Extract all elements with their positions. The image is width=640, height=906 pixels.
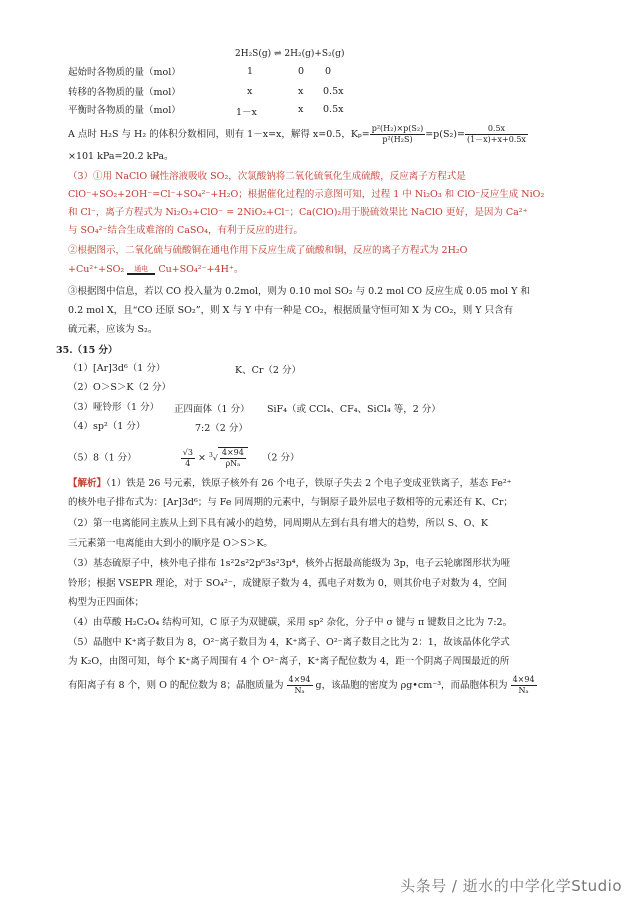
cell-h2s: 1 — [247, 66, 254, 77]
answer-1: （1）[Ar]3d⁶（1 分） — [68, 363, 166, 374]
answer-1b: K、Cr（2 分） — [235, 365, 301, 376]
part3-line-1: （3）①用 NaClO 碱性溶液吸收 SO₂，次氯酸钠将二氧化硫氧化生成硫酸，反应离子方程式是 — [68, 171, 466, 182]
equation-left: +Cu²⁺+SO₂ — [68, 264, 125, 275]
cell-s2: 0.5x — [323, 86, 344, 97]
part3-line-9: 硫元素，应该为 S₂。 — [68, 324, 158, 335]
analysis-line-3: （2）第一电离能同主族从上到下具有减小的趋势，同周期从左到右具有增大的趋势，所以 S、O、K — [68, 518, 488, 529]
answer-3b: 正四面体（1 分） — [174, 404, 250, 415]
times-sign: × — [197, 452, 206, 464]
answer-3c: SiF₄（或 CCl₄、CF₄、SiCl₄ 等，2 分） — [267, 404, 441, 415]
kp-fraction-1 — [370, 124, 426, 145]
fraction-numerator: 4×94 — [512, 675, 535, 684]
analysis-line-10: 为 K₂O，由图可知，每个 K⁺离子周围有 4 个 O²⁻离子，K⁺离子配位数为 4，距一个阴离子周围最近的所 — [68, 656, 510, 667]
fraction-denominator: p²(H₂S) — [382, 135, 413, 144]
row-label: 平衡时各物质的量（mol） — [68, 105, 181, 116]
part3-line-6 — [68, 263, 243, 277]
table-row — [68, 86, 181, 100]
mass-fraction — [287, 675, 313, 696]
fraction-denominator: 4 — [185, 458, 191, 468]
fraction-denominator: Nₐ — [518, 686, 529, 695]
analysis-text: g，该晶胞的密度为 ρg•cm⁻³，而晶胞体积为 — [315, 680, 508, 691]
answer-5a: （5）8（1 分） — [68, 452, 137, 464]
analysis-line-4: 三元素第一电离能由大到小的顺序是 O＞S＞K。 — [68, 538, 273, 549]
analysis-text: （1）铁是 26 号元素，铁原子核外有 26 个电子，铁原子失去 2 个电子变成亚铁离子，基态 Fe²⁺ — [106, 478, 512, 489]
equilibrium-equation: 2H₂S(g) ⇌ 2H₂(g)+S₂(g) — [235, 49, 345, 59]
fraction-numerator: 4×94 — [221, 448, 244, 457]
kp-fraction-2 — [465, 124, 528, 145]
kp-mid: =p(S₂)= — [425, 129, 465, 140]
part3-line-4: 与 SO₄²⁻结合生成难溶的 CaSO₄，有利于反应的进行。 — [68, 225, 304, 236]
cell-h2: 0 — [298, 66, 305, 77]
analysis-line-6: 铃形；根据 VSEPR 理论，对于 SO₄²⁻，成键原子数为 4，孤电子对数为 0，则其价电子对数为 4，空间 — [68, 578, 508, 589]
part3-line-3: 和 Cl⁻，离子方程式为 Ni₂O₃+ClO⁻ = 2NiO₂+Cl⁻；Ca(ClO)₂用于脱硫效果比 NaClO 更好，是因为 Ca²⁺ — [68, 207, 528, 218]
answer-4b: 7:2（2 分） — [195, 423, 248, 434]
arrow-condition: 通电 — [134, 264, 149, 273]
analysis-line-1 — [68, 477, 512, 491]
fraction-denominator: Nₐ — [294, 686, 305, 695]
table-row — [68, 66, 181, 80]
analysis-text: 有阳离子有 8 个，则 O 的配位数为 8；晶胞质量为 — [68, 680, 284, 691]
kp-result: ×101 kPa=20.2 kPa。 — [68, 151, 174, 162]
analysis-line-2: 的核外电子排布式为：[Ar]3d⁶；与 Fe 同周期的元素中，与铜原子最外层电子数相等的元素还有 K、Cr； — [68, 497, 513, 508]
cell-h2: x — [298, 104, 304, 115]
cell-h2s: 1－x — [236, 107, 257, 118]
answer-2: （2）O＞S＞K（2 分） — [68, 382, 172, 393]
table-row — [68, 104, 181, 118]
analysis-line-5: （3）基态硫原子中，核外电子排布 1s²2s²2p⁶3s²3p⁴，核外占据最高能级为 3p，电子云轮廓图形状为哑 — [68, 558, 511, 569]
analysis-tag: 【解析】 — [68, 478, 107, 489]
part3-line-7: ③根据图中信息，若以 CO 投入量为 0.2mol，则为 0.10 mol SO₂ 与 0.2 mol CO 反应生成 0.05 mol Y 和 — [68, 286, 530, 297]
answer-5 — [68, 447, 300, 469]
q35-header: 35.（15 分） — [56, 345, 118, 356]
cell-h2s: x — [247, 86, 253, 97]
cell-s2: 0 — [325, 66, 332, 77]
row-label: 转移的各物质的量（mol） — [68, 87, 181, 98]
fraction-numerator: 0.5x — [465, 124, 528, 135]
fraction-numerator: 4×94 — [288, 675, 311, 684]
cell-h2: x — [298, 86, 304, 97]
fraction-denominator: ρNₐ — [225, 459, 241, 468]
analysis-line-11 — [68, 675, 537, 696]
cube-root: $^3$√ $\frac{4\times 94}{\text{ρNₐ}}$ — [209, 447, 248, 469]
root-fraction — [220, 448, 246, 469]
analysis-line-7: 构型为正四面体； — [68, 597, 145, 608]
kp-line — [68, 124, 528, 145]
row-label: 起始时各物质的量（mol） — [68, 67, 181, 78]
answer-4a: （4）sp²（1 分） — [68, 421, 146, 432]
equation-right: Cu+SO₄²⁻+4H⁺。 — [158, 264, 244, 275]
answer-3a: （3）哑铃形（1 分） — [68, 402, 160, 413]
watermark: 头条号 / 逝水的中学化学Studio — [400, 877, 622, 895]
answer-5b: （2 分） — [261, 452, 300, 464]
part3-line-5: ②根据图示，二氧化硫与硫酸铜在通电作用下反应生成了硫酸和铜，反应的离子方程式为 2H₂O — [68, 245, 468, 256]
answer-5-fraction — [181, 448, 195, 469]
fraction-denominator: (1－x)+x+0.5x — [466, 135, 526, 144]
volume-fraction — [511, 675, 537, 696]
fraction-numerator: p²(H₂)×p(S₂) — [371, 124, 424, 133]
part3-line-8: 0.2 mol X，且“CO 还原 SO₂”，则 X 与 Y 中有一种是 CO₂，根据质量守恒可知 X 为 CO₂，则 Y 只含有 — [68, 305, 514, 316]
electrolysis-arrow — [127, 265, 155, 275]
kp-prefix: A 点时 H₂S 与 H₂ 的体积分数相同，则有 1－x=x，解得 x=0.5，Kₚ= — [68, 129, 370, 140]
analysis-line-9: （5）晶胞中 K⁺离子数目为 8，O²⁻离子数目为 4，K⁺离子、O²⁻离子数目之比为 2：1，故该晶体化学式 — [68, 637, 510, 648]
analysis-line-8: （4）由草酸 H₂C₂O₄ 结构可知，C 原子为双键碳，采用 sp² 杂化，分子中 σ 键与 π 键数目之比为 7:2。 — [68, 617, 513, 628]
cell-s2: 0.5x — [323, 104, 344, 115]
root-index: 3 — [208, 451, 213, 459]
part3-line-2: ClO⁻+SO₂+2OH⁻=Cl⁻+SO₄²⁻+H₂O；根据催化过程的示意图可知，过程 1 中 Ni₂O₃ 和 ClO⁻反应生成 NiO₂ — [68, 189, 545, 200]
fraction-numerator: √3 — [182, 447, 193, 457]
